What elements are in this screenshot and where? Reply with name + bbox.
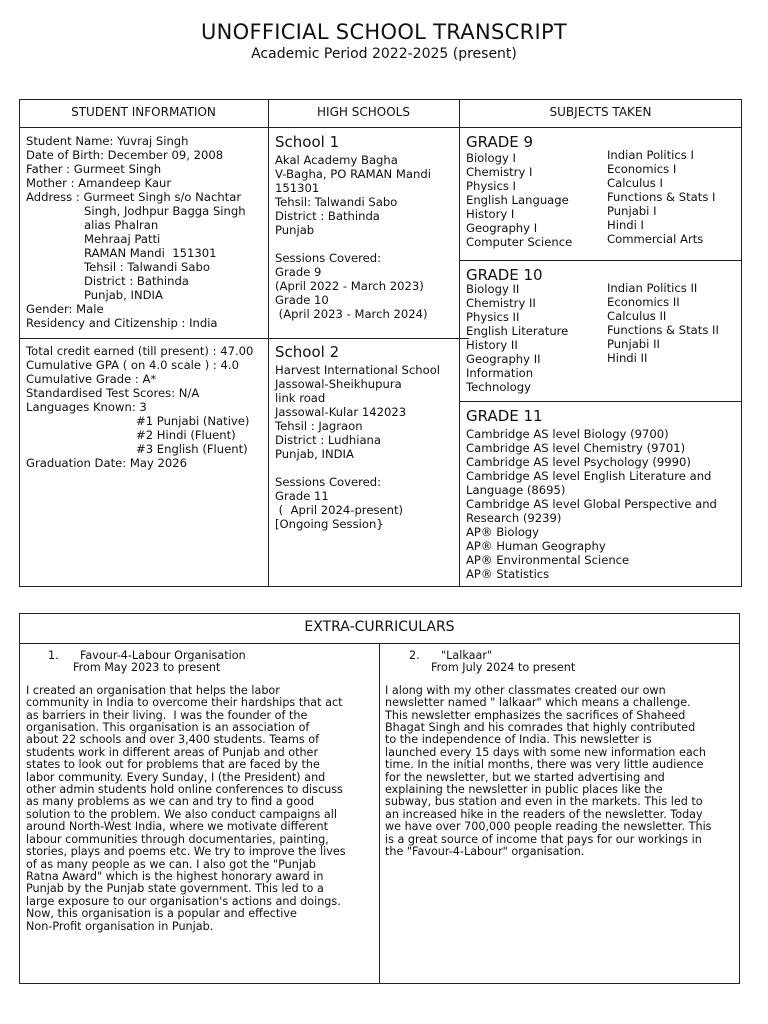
item2-period: From July 2024 to present (431, 661, 576, 675)
item2-body-line: subway, bus station and even in the markets. This led to (385, 795, 703, 809)
school1-heading: School 1 (275, 133, 340, 151)
item1-body-line: around North-West India, where we motivate different (26, 820, 328, 834)
address-line: Punjab, INDIA (84, 288, 163, 302)
subject-item: Punjabi II (607, 337, 660, 351)
language-item: #2 Hindi (Fluent) (136, 428, 236, 442)
subject-item: AP® Statistics (466, 567, 550, 581)
school2-session: [Ongoing Session} (275, 517, 384, 531)
item2-title: 2. "Lalkaar" (409, 649, 493, 662)
item2-body-line: Bhagat Singh and his comrades that highly contributed (385, 721, 696, 735)
subject-item: Functions & Stats I (607, 190, 716, 204)
school1-line: Tehsil: Talwandi Sabo (275, 195, 398, 209)
column-divider-1 (268, 99, 269, 587)
extracurriculars-heading: EXTRA-CURRICULARS (304, 619, 455, 635)
total-credits: Total credit earned (till present) : 47.00 (26, 344, 254, 358)
school1-session: Grade 9 (275, 265, 322, 279)
header-divider (19, 127, 742, 128)
school1-line: District : Bathinda (275, 209, 380, 223)
item2-body-line: the "Favour-4-Labour" organisation. (385, 845, 585, 859)
extracurricular-item-2 (385, 650, 737, 859)
extracurriculars-column-divider (379, 643, 380, 984)
item2-body-line: to the independence of India. This newsletter is (385, 733, 652, 747)
school2-heading: School 2 (275, 343, 340, 361)
languages-known: Languages Known: 3 (26, 400, 147, 414)
grade9-col2 (607, 148, 739, 246)
subject-item: Technology (466, 380, 531, 394)
subject-item: Chemistry I (466, 165, 533, 179)
subject-item: History II (466, 338, 518, 352)
student-father: Father : Gurmeet Singh (26, 162, 162, 176)
subject-item: Calculus I (607, 176, 663, 190)
item2-body-line: is a great source of income that pays for our workings in (385, 832, 702, 846)
subject-item: Cambridge AS level Biology (9700) (466, 427, 669, 441)
subject-item: English Literature (466, 324, 569, 338)
school1-session: Grade 10 (275, 293, 329, 307)
school2-sessions-label: Sessions Covered: (275, 475, 382, 489)
cumulative-gpa: Cumulative GPA ( on 4.0 scale ) : 4.0 (26, 358, 239, 372)
item1-body-line: students work in different areas of Punjab and other (26, 745, 319, 759)
school1-session: (April 2023 - March 2024) (275, 307, 428, 321)
subject-item: Calculus II (607, 309, 667, 323)
grade10-heading: GRADE 10 (466, 266, 543, 284)
subject-item: Biology I (466, 151, 516, 165)
subject-item: Biology II (466, 282, 520, 296)
language-item: #1 Punjabi (Native) (136, 414, 250, 428)
address-line: Singh, Jodhpur Bagga Singh (84, 204, 246, 218)
language-item: #3 English (Fluent) (136, 442, 248, 456)
item2-body-line: explaining the newsletter in public places like the (385, 783, 663, 797)
item2-body-line: This newsletter emphasizes the sacrifices of Shaheed (385, 708, 686, 722)
grade11-divider (459, 401, 742, 402)
item1-body-line: Non-Profit organisation in Punjab. (26, 919, 214, 933)
grade10-divider (459, 260, 742, 261)
school2-line: Jassowal-Kular 142023 (275, 405, 407, 419)
item1-body-line: Now, this organisation is a popular and effective (26, 907, 297, 921)
school2-line: Jassowal-Sheikhupura (275, 377, 402, 391)
school1-line: 151301 (275, 181, 320, 195)
subject-item: Hindi II (607, 351, 648, 365)
subject-item: Commercial Arts (607, 232, 704, 246)
item2-body-line: launched every 15 days with some new information each (385, 745, 706, 759)
item1-body-line: about 22 schools and over 3,400 students. Teams of (26, 733, 320, 747)
item2-body-line: we have over 700,000 people reading the newsletter. This (385, 820, 712, 834)
left-row-divider (19, 338, 469, 339)
item1-body-line: labour communities through documentaries, painting, (26, 832, 329, 846)
school1-line: Punjab (275, 223, 315, 237)
item1-body-line: community in India to overcome their hardships that act (26, 696, 343, 710)
school1-line: Akal Academy Bagha (275, 153, 398, 167)
header-subjects-taken: SUBJECTS TAKEN (549, 105, 652, 119)
subject-item: Geography II (466, 352, 541, 366)
cumulative-grade: Cumulative Grade : A* (26, 372, 157, 386)
subject-item: Functions & Stats II (607, 323, 719, 337)
student-info-cell (26, 134, 264, 330)
subject-item: Language (8695) (466, 483, 566, 497)
grade11-cell (466, 407, 740, 581)
test-scores: Standardised Test Scores: N/A (26, 386, 200, 400)
column-divider-2 (459, 99, 460, 587)
item2-body-line: for the newsletter, but we started advertising and (385, 770, 665, 784)
subject-item: English Language (466, 193, 569, 207)
subject-item: AP® Biology (466, 525, 540, 539)
school2-cell (275, 343, 457, 531)
item2-body-line: time. In the initial months, there was very little audience (385, 758, 704, 772)
item1-body-line: labor community. Every Sunday, I (the President) and (26, 770, 326, 784)
school2-session: ( April 2024-present) (275, 503, 404, 517)
item1-body-line: organisation. This organisation is an association of (26, 721, 310, 735)
item1-body-line: stories, plays and poems etc. We try to improve the lives (26, 845, 346, 859)
school1-cell (275, 133, 457, 321)
header-student-info: STUDENT INFORMATION (71, 105, 216, 119)
subject-item: Economics II (607, 295, 680, 309)
subject-item: Indian Politics I (607, 148, 694, 162)
subject-item: Computer Science (466, 235, 573, 249)
subject-item: Hindi I (607, 218, 644, 232)
subject-item: History I (466, 207, 515, 221)
item1-body-line: Ratna Award" which is the highest honorary award in (26, 869, 324, 883)
item1-period: From May 2023 to present (73, 661, 221, 675)
student-name: Student Name: Yuvraj Singh (26, 134, 189, 148)
school2-session: Grade 11 (275, 489, 329, 503)
school2-line: Harvest International School (275, 363, 441, 377)
student-gender: Gender: Male (26, 302, 104, 316)
grade9-col1 (466, 151, 606, 249)
item1-body-line: states to look out for problems that are faced by the (26, 758, 320, 772)
item1-body-line: other admin students hold online conferences to discuss (26, 783, 343, 797)
school2-line: District : Ludhiana (275, 433, 382, 447)
grade10-col2 (607, 281, 739, 365)
graduation-date: Graduation Date: May 2026 (26, 456, 188, 470)
item2-body-line: newsletter named " lalkaar" which means a challenge. (385, 696, 691, 710)
address-line: alias Phalran (84, 218, 159, 232)
page-title: UNOFFICIAL SCHOOL TRANSCRIPT (200, 20, 568, 44)
item2-body-line: an increased hike in the readers of the newsletter. Today (385, 807, 703, 821)
subject-item: Economics I (607, 162, 677, 176)
item1-body-line: Punjab by the Punjab state government. This led to a (26, 882, 324, 896)
school2-line: link road (275, 391, 326, 405)
item1-body-line: as barriers in their living. I was the founder of the (26, 708, 308, 722)
subject-item: AP® Human Geography (466, 539, 606, 553)
school2-line: Tehsil : Jagraon (275, 419, 363, 433)
item1-body-line: of as many people as we can. I also got the "Punjab (26, 857, 316, 871)
item1-body-line: large exposure to our organisation's actions and doings. (26, 894, 341, 908)
address-line: Address : Gurmeet Singh s/o Nachtar (26, 190, 242, 204)
subject-item: Physics I (466, 179, 516, 193)
address-line: Tehsil : Talwandi Sabo (84, 260, 210, 274)
subject-item: Indian Politics II (607, 281, 698, 295)
subject-item: Punjabi I (607, 204, 657, 218)
address-line: Mehraaj Patti (84, 232, 161, 246)
student-dob: Date of Birth: December 09, 2008 (26, 148, 224, 162)
student-mother: Mother : Amandeep Kaur (26, 176, 172, 190)
grade11-heading: GRADE 11 (466, 407, 543, 425)
subject-item: Cambridge AS level Psychology (9990) (466, 455, 691, 469)
item1-body-line: I created an organisation that helps the labor (26, 683, 280, 697)
subject-item: AP® Environmental Science (466, 553, 630, 567)
grade9-heading: GRADE 9 (466, 133, 534, 151)
page-subtitle: Academic Period 2022-2025 (present) (251, 46, 517, 62)
item1-body-line: as many problems as we can and try to find a good (26, 795, 315, 809)
address-line: RAMAN Mandi 151301 (84, 246, 217, 260)
subject-item: Cambridge AS level English Literature and (466, 469, 712, 483)
school1-sessions-label: Sessions Covered: (275, 251, 382, 265)
item1-title: 1. Favour-4-Labour Organisation (48, 649, 246, 662)
subject-item: Cambridge AS level Global Perspective and (466, 497, 717, 511)
student-residency: Residency and Citizenship : India (26, 316, 218, 330)
subject-item: Information (466, 366, 534, 380)
subject-item: Geography I (466, 221, 538, 235)
item2-body-line: I along with my other classmates created our own (385, 683, 666, 697)
header-high-schools: HIGH SCHOOLS (317, 105, 410, 119)
subject-item: Research (9239) (466, 511, 562, 525)
extracurricular-item-1 (26, 650, 376, 933)
item1-body-line: solution to the problem. We also conduct campaigns all (26, 807, 337, 821)
subject-item: Cambridge AS level Chemistry (9701) (466, 441, 686, 455)
academic-summary-cell (26, 344, 264, 470)
school1-session: (April 2022 - March 2023) (275, 279, 424, 293)
grade10-col1 (466, 282, 606, 394)
address-line: District : Bathinda (84, 274, 189, 288)
school1-line: V-Bagha, PO RAMAN Mandi (275, 167, 431, 181)
subject-item: Physics II (466, 310, 520, 324)
school2-line: Punjab, INDIA (275, 447, 354, 461)
subject-item: Chemistry II (466, 296, 536, 310)
